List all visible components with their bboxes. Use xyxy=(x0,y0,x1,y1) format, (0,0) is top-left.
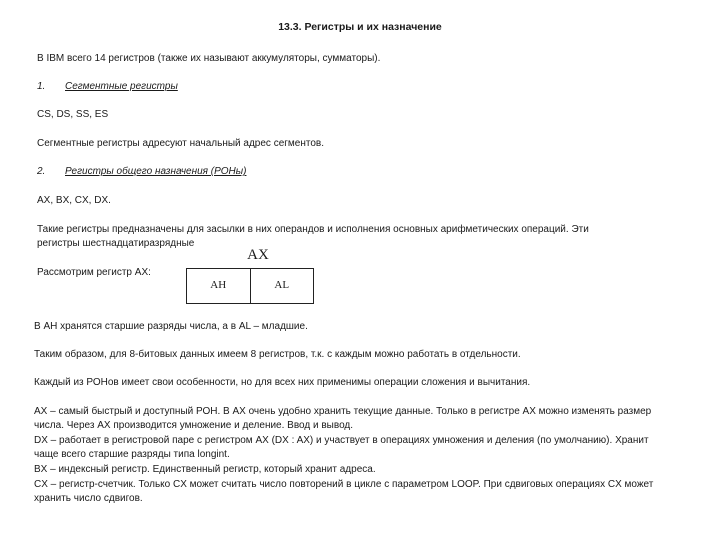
section-heading-segment xyxy=(37,80,178,94)
cx-note-line1: CX – регистр-счетчик. Только CX может считать число повторений в цикле с параметром LOOP. При сдвиговых операциях CX может xyxy=(34,479,654,490)
intro-text: В IBM всего 14 регистров (также их называют аккумуляторы, сумматоры). xyxy=(37,53,381,64)
dx-note-line2: чаще всего старшие разряды типа longint. xyxy=(34,449,230,460)
paragraph-ron-operations: Каждый из РОНов имеет свои особенности, но для всех них применимы операции сложения и вычитания. xyxy=(34,377,531,388)
register-diagram-title: AX xyxy=(247,247,269,263)
ax-note-line2: числа. Через AX производится умножение и деление. Ввод и вывод. xyxy=(34,420,354,431)
cx-note-line2: хранить число сдвигов. xyxy=(34,493,143,504)
segment-register-description: Сегментные регистры адресуют начальный адрес сегментов. xyxy=(37,138,324,149)
register-low-byte: AL xyxy=(274,279,290,291)
bx-note: BX – индексный регистр. Единственный регистр, который хранит адреса. xyxy=(34,464,376,475)
page-title: 13.3. Регистры и их назначение xyxy=(278,21,442,33)
general-register-description-line2: регистры шестнадцатиразрядные xyxy=(37,238,195,249)
register-diagram xyxy=(186,268,314,304)
consider-register-text: Рассмотрим регистр AX: xyxy=(37,267,151,278)
register-high-byte: AH xyxy=(187,269,251,303)
paragraph-8bit: Таким образом, для 8-битовых данных имеем 8 регистров, т.к. с каждым можно работать в отдельности. xyxy=(34,349,521,360)
section-number: 2. xyxy=(37,166,46,177)
ax-note-line1: AX – самый быстрый и доступный РОН. В AX очень удобно хранить текущие данные. Только в регистре AX можно изменять размер xyxy=(34,406,652,417)
section-title: Сегментные регистры xyxy=(65,81,178,92)
section-number: 1. xyxy=(37,81,46,92)
dx-note-line1: DX – работает в регистровой паре с регистром AX (DX : AX) и участвует в операциях умножения и деления (по умолчанию). Хранит xyxy=(34,435,649,446)
general-register-description-line1: Такие регистры предназначены для засылки в них операндов и исполнения основных арифметических операций. Эти xyxy=(37,224,589,235)
section-title: Регистры общего назначения (РОНы) xyxy=(65,166,247,177)
general-register-list: AX, BX, CX, DX. xyxy=(37,195,111,206)
segment-register-list: CS, DS, SS, ES xyxy=(37,109,109,120)
section-heading-general xyxy=(37,165,246,179)
paragraph-ah-al: В AH хранятся старшие разряды числа, а в AL – младшие. xyxy=(34,321,308,332)
